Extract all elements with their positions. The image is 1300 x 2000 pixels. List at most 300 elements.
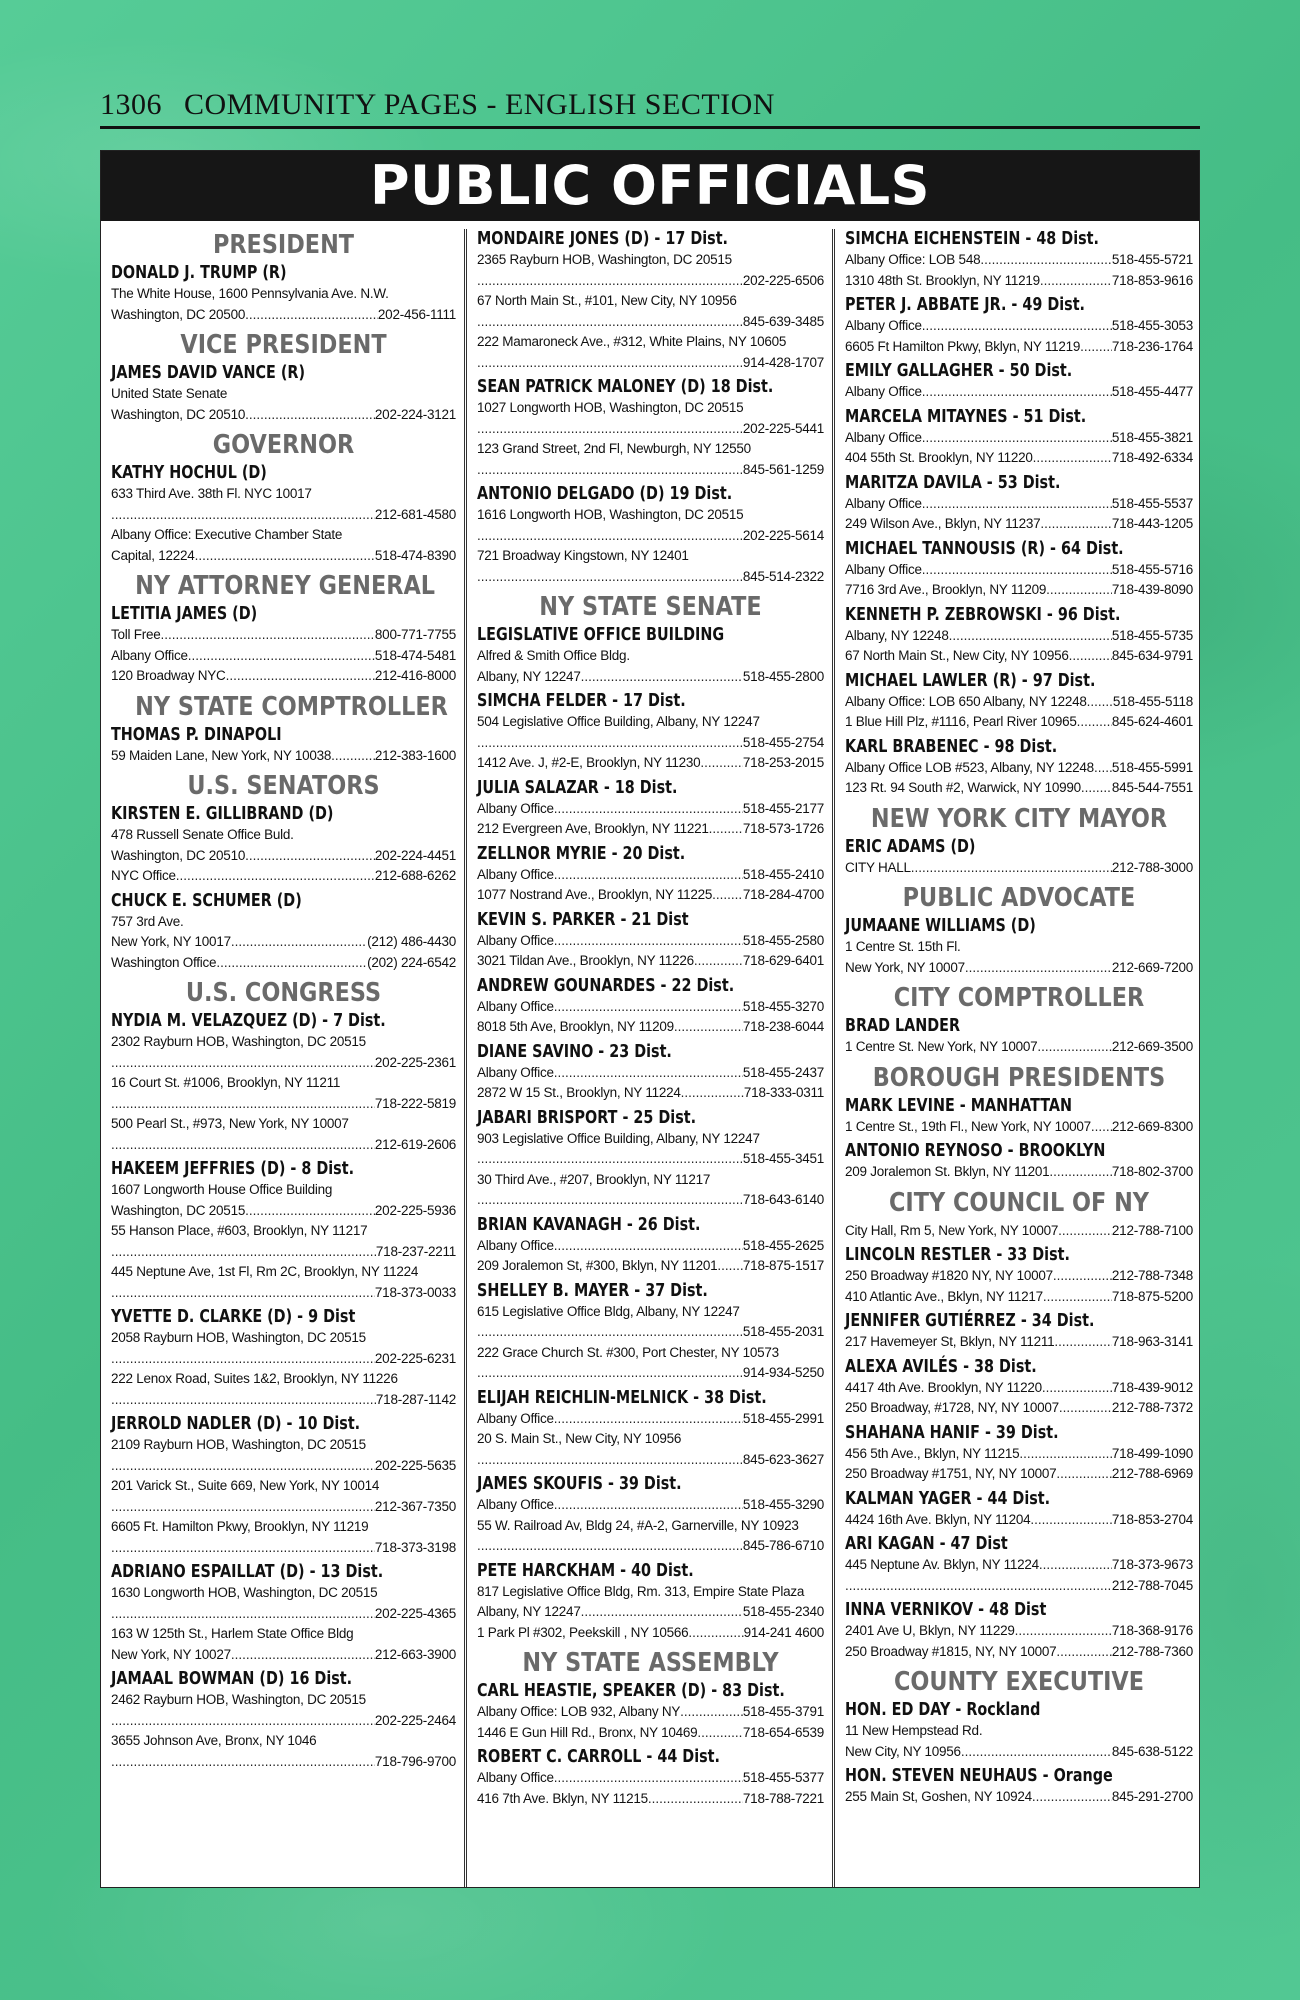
- address-text: 1 Centre St. New York, NY 10007: [845, 1039, 1038, 1054]
- official-entry: [845, 916, 1193, 978]
- contact-line: [111, 1517, 456, 1538]
- address-text: 59 Maiden Lane, New York, NY 10038: [111, 747, 332, 763]
- phone-number: 518-455-5118: [1112, 693, 1193, 709]
- dot-leader: [477, 1149, 743, 1170]
- phone-number: 202-225-2464: [374, 1712, 456, 1728]
- contact-line: [845, 316, 1193, 337]
- official-entry: [845, 1357, 1193, 1419]
- contact-line: [845, 858, 1193, 879]
- contact-line: [111, 825, 456, 846]
- contact-line: [477, 1236, 824, 1257]
- dot-leader: [477, 312, 743, 333]
- section-heading: CITY COUNCIL OF NY: [889, 1187, 1149, 1218]
- address-text: Washington, DC 20500: [111, 306, 246, 322]
- dot-leader: [911, 858, 1112, 879]
- contact-line: [477, 1582, 824, 1603]
- address-text: Albany Office: Executive Chamber State: [111, 527, 343, 542]
- page-number: 1306: [100, 88, 162, 121]
- phone-number: 718-629-6401: [742, 953, 824, 968]
- phone-number: 212-688-6262: [374, 868, 456, 883]
- contact-line: [111, 384, 456, 405]
- address-text: Washington, DC 20515: [111, 1202, 246, 1218]
- address-text: Albany Office: [477, 1410, 554, 1426]
- dot-leader: [331, 746, 375, 767]
- address-text: 1027 Longworth HOB, Washington, DC 20515: [477, 400, 744, 415]
- dot-leader: [477, 1450, 743, 1471]
- official-name: NYDIA M. VELAZQUEZ (D) - 7 Dist.: [111, 1011, 386, 1031]
- contact-line: [111, 525, 456, 546]
- address-text: 2401 Ave U, Bklyn, NY 11229: [845, 1623, 1015, 1638]
- phone-number: 518-455-2754: [742, 734, 824, 750]
- address-text: 209 Joralemon St, #300, Bklyn, NY 11201: [477, 1258, 718, 1273]
- address-text: 817 Legislative Office Bldg, Rm. 313, Empire State Plaza: [477, 1583, 805, 1599]
- contact-line: [111, 505, 456, 526]
- contact-line: [845, 271, 1193, 292]
- contact-line: [477, 885, 824, 906]
- official-entry: [845, 605, 1193, 667]
- phone-number: 718-373-0033: [374, 1284, 456, 1300]
- official-entry: [477, 1561, 824, 1644]
- address-text: 2462 Rayburn HOB, Washington, DC 20515: [111, 1692, 366, 1707]
- official-entry: [845, 737, 1193, 799]
- contact-line: [111, 1435, 456, 1456]
- address-text: Albany Office: [845, 495, 922, 511]
- section-heading: GOVERNOR: [212, 430, 355, 460]
- contact-line: [111, 646, 456, 667]
- contact-line: [111, 305, 456, 326]
- dot-leader: [648, 1789, 743, 1810]
- contact-line: [845, 1266, 1193, 1287]
- dot-leader: [111, 1242, 376, 1263]
- phone-number: 845-291-2700: [1111, 1789, 1193, 1804]
- contact-line: [845, 1510, 1193, 1531]
- section-heading: NY STATE ASSEMBLY: [522, 1648, 779, 1678]
- phone-number: 518-455-2800: [742, 668, 824, 684]
- address-text: 67 North Main St., New City, NY 10956: [845, 648, 1069, 663]
- phone-number: 212-669-8300: [1111, 1118, 1193, 1134]
- phone-number: 518-455-2991: [742, 1410, 824, 1426]
- address-text: 123 Grand Street, 2nd Fl, Newburgh, NY 12550: [477, 441, 751, 456]
- contact-line: [477, 1017, 824, 1038]
- official-name: SIMCHA EICHENSTEIN - 48 Dist.: [845, 229, 1099, 249]
- contact-line: [845, 1162, 1193, 1183]
- section-heading: PUBLIC ADVOCATE: [902, 883, 1136, 913]
- contact-line: [845, 692, 1193, 713]
- dot-leader: [554, 1495, 743, 1516]
- dot-leader: [245, 405, 375, 426]
- official-name: ANTONIO DELGADO (D) 19 Dist.: [477, 484, 733, 504]
- phone-number: 718-796-9700: [374, 1753, 456, 1769]
- contact-line: [111, 1752, 456, 1773]
- dot-leader: [1091, 1117, 1112, 1138]
- address-text: 212 Evergreen Ave, Brooklyn, NY 11221: [477, 821, 709, 836]
- contact-line: [845, 937, 1193, 958]
- official-entry: [477, 1042, 824, 1104]
- official-name: DIANE SAVINO - 23 Dist.: [477, 1041, 672, 1062]
- address-text: 163 W 125th St., Harlem State Office Bldg: [111, 1626, 354, 1641]
- official-entry: [477, 844, 824, 906]
- phone-number: 212-663-3900: [374, 1646, 456, 1662]
- official-name: JAMES DAVID VANCE (R): [111, 363, 306, 383]
- section-heading: NY ATTORNEY GENERAL: [135, 571, 436, 601]
- dot-leader: [1058, 1221, 1112, 1242]
- contact-line: [477, 353, 824, 374]
- address-text: 249 Wilson Ave., Bklyn, NY 11237: [845, 516, 1041, 531]
- official-name: CHUCK E. SCHUMER (D): [111, 890, 302, 911]
- address-text: 1412 Ave. J, #2-E, Brooklyn, NY 11230: [477, 755, 701, 770]
- dot-leader: [245, 1201, 375, 1222]
- address-text: 721 Broadway Kingstown, NY 12401: [477, 548, 689, 563]
- dot-leader: [111, 1283, 375, 1304]
- contact-line: [111, 1262, 456, 1283]
- official-name: THOMAS P. DINAPOLI: [111, 724, 282, 745]
- contact-line: [111, 1538, 456, 1559]
- contact-line: [477, 667, 824, 688]
- contact-line: [111, 284, 456, 305]
- official-name: DONALD J. TRUMP (R): [111, 263, 287, 283]
- dot-leader: [694, 951, 743, 972]
- official-name: JUMAANE WILLIAMS (D): [845, 916, 1036, 936]
- contact-line: [111, 1390, 456, 1411]
- phone-number: 202-225-5441: [742, 420, 824, 436]
- address-text: 55 W. Railroad Av, Bldg 24, #A-2, Garnerville, NY 10923: [477, 1517, 799, 1533]
- contact-line: [477, 1623, 824, 1644]
- official-entry: [477, 691, 824, 774]
- contact-line: [477, 546, 824, 567]
- contact-line: [111, 666, 456, 687]
- dot-leader: [477, 1363, 743, 1384]
- section-heading: BOROUGH PRESIDENTS: [872, 1062, 1166, 1093]
- directory-panel: [100, 150, 1200, 1888]
- official-entry: [477, 1474, 824, 1557]
- dot-leader: [581, 1602, 743, 1623]
- dot-leader: [680, 1702, 743, 1723]
- dot-leader: [111, 1390, 376, 1411]
- address-text: 255 Main St, Goshen, NY 10924: [845, 1789, 1032, 1804]
- contact-line: [845, 1444, 1193, 1465]
- dot-leader: [700, 753, 743, 774]
- official-name: JERROLD NADLER (D) - 10 Dist.: [111, 1414, 361, 1434]
- contact-line: [111, 1690, 456, 1711]
- address-text: Albany Office: [477, 1064, 554, 1080]
- phone-number: 718-654-6539: [742, 1724, 824, 1740]
- phone-number: 718-333-0311: [743, 1085, 824, 1100]
- official-entry: [477, 778, 824, 840]
- contact-line: [111, 1624, 456, 1645]
- address-text: Albany Office: [477, 1497, 554, 1512]
- official-entry: [845, 1766, 1193, 1808]
- address-text: 11 New Hempstead Rd.: [845, 1723, 983, 1738]
- contact-line: [845, 1378, 1193, 1399]
- phone-number: 518-455-2437: [742, 1064, 824, 1080]
- dot-leader: [1069, 646, 1112, 667]
- contact-line: [111, 1242, 456, 1263]
- address-text: 8018 5th Ave, Brooklyn, NY 11209: [477, 1019, 674, 1034]
- address-text: 404 55th St. Brooklyn, NY 11220: [845, 450, 1033, 465]
- phone-number: (212) 486-4430: [367, 934, 456, 949]
- phone-number: 202-224-3121: [374, 406, 456, 422]
- dot-leader: [980, 250, 1112, 271]
- dot-leader: [1053, 1266, 1112, 1287]
- dot-leader: [688, 1623, 743, 1644]
- dot-leader: [188, 646, 375, 667]
- phone-number: 518-455-2410: [742, 866, 824, 882]
- contact-line: [845, 1555, 1193, 1576]
- official-name: KIRSTEN E. GILLIBRAND (D): [111, 804, 334, 824]
- dot-leader: [965, 958, 1112, 979]
- phone-number: 718-492-6334: [1111, 450, 1193, 465]
- address-text: Washington Office: [111, 954, 217, 970]
- phone-number: 718-284-4700: [742, 887, 824, 902]
- contact-line: [477, 1702, 824, 1723]
- address-text: Alfred & Smith Office Bldg.: [477, 648, 630, 663]
- official-entry: [477, 484, 824, 587]
- contact-line: [477, 865, 824, 886]
- official-entry: [845, 1096, 1193, 1138]
- official-entry: [477, 1681, 824, 1743]
- contact-line: [111, 932, 456, 953]
- official-name: KATHY HOCHUL (D): [111, 463, 267, 483]
- dot-leader: [231, 1645, 375, 1666]
- official-entry: [111, 463, 456, 566]
- official-name: JAMES SKOUFIS - 39 Dist.: [477, 1474, 682, 1494]
- phone-number: 718-853-9616: [1111, 272, 1193, 288]
- address-text: 757 3rd Ave.: [111, 913, 184, 929]
- phone-number: 718-573-1726: [742, 821, 824, 836]
- official-entry: [845, 361, 1193, 403]
- official-entry: [111, 1159, 456, 1303]
- address-text: 500 Pearl St., #973, New York, NY 10007: [111, 1116, 349, 1131]
- contact-line: [111, 1604, 456, 1625]
- contact-line: [477, 1149, 824, 1170]
- address-text: 416 7th Ave. Bklyn, NY 11215: [477, 1790, 648, 1806]
- address-text: 209 Joralemon St. Bklyn, NY 11201: [845, 1164, 1050, 1179]
- official-entry: [845, 539, 1193, 601]
- official-name: JENNIFER GUTIÉRREZ - 34 Dist.: [845, 1311, 1095, 1331]
- contact-line: [845, 758, 1193, 779]
- contact-line: [111, 1349, 456, 1370]
- contact-line: [845, 646, 1193, 667]
- official-name: KARL BRABENEC - 98 Dist.: [845, 736, 1058, 757]
- address-text: Albany Office: [111, 647, 188, 663]
- phone-number: 718-373-3198: [374, 1539, 456, 1555]
- contact-line: [845, 778, 1193, 799]
- contact-line: [845, 1576, 1193, 1597]
- contact-line: [111, 1476, 456, 1497]
- phone-number: 518-455-5721: [1111, 252, 1193, 267]
- official-name: SEAN PATRICK MALONEY (D) 18 Dist.: [477, 377, 774, 397]
- address-text: 2109 Rayburn HOB, Washington, DC 20515: [111, 1437, 366, 1452]
- phone-number: 914-241 4600: [743, 1624, 824, 1640]
- contact-line: [477, 567, 824, 588]
- address-text: Albany Office: [477, 998, 554, 1014]
- address-text: 478 Russell Senate Office Buld.: [111, 827, 294, 842]
- contact-line: [477, 819, 824, 840]
- phone-number: 914-428-1707: [742, 354, 824, 370]
- phone-number: 212-788-7100: [1111, 1222, 1193, 1238]
- contact-line: [111, 1583, 456, 1604]
- contact-line: [477, 1723, 824, 1744]
- official-name: EMILY GALLAGHER - 50 Dist.: [845, 361, 1073, 381]
- contact-line: [477, 291, 824, 312]
- contact-line: [111, 405, 456, 426]
- address-text: 633 Third Ave. 38th Fl. NYC 10017: [111, 486, 312, 501]
- official-entry: [111, 263, 456, 325]
- contact-line: [845, 250, 1193, 271]
- phone-number: 845-638-5122: [1111, 1743, 1193, 1759]
- official-entry: [845, 1141, 1193, 1183]
- phone-number: 845-634-9791: [1111, 648, 1193, 663]
- phone-number: 202-225-5936: [374, 1202, 456, 1218]
- phone-number: 212-383-1600: [374, 747, 456, 763]
- dot-leader: [1042, 1378, 1112, 1399]
- dot-leader: [111, 1538, 375, 1559]
- contact-line: [111, 1053, 456, 1074]
- address-text: 456 5th Ave., Bklyn, NY 11215: [845, 1445, 1020, 1461]
- phone-number: 212-788-7372: [1111, 1400, 1193, 1415]
- dot-leader: [554, 865, 743, 886]
- section-heading: COUNTY EXECUTIVE: [893, 1667, 1145, 1697]
- address-text: 7716 3rd Ave., Brooklyn, NY 11209: [845, 582, 1047, 597]
- official-name: MARCELA MITAYNES - 51 Dist.: [845, 406, 1087, 427]
- dot-leader: [1015, 1621, 1112, 1642]
- contact-line: [845, 1787, 1193, 1808]
- address-text: Albany Office: [477, 800, 554, 816]
- dot-leader: [922, 382, 1112, 403]
- contact-line: [845, 1037, 1193, 1058]
- phone-number: 518-455-3290: [742, 1497, 824, 1512]
- official-entry: [845, 229, 1193, 291]
- address-text: Albany Office: [477, 866, 554, 882]
- dot-leader: [216, 953, 367, 974]
- official-name: BRAD LANDER: [845, 1016, 961, 1036]
- address-text: NYC Office: [111, 868, 176, 883]
- phone-number: 845-514-2322: [742, 568, 824, 584]
- official-entry: [111, 1669, 456, 1772]
- contact-line: [477, 398, 824, 419]
- contact-line: [111, 1135, 456, 1156]
- address-text: 4424 16th Ave. Bklyn, NY 11204: [845, 1511, 1031, 1527]
- address-text: 222 Grace Church St. #300, Port Chester, NY 10573: [477, 1344, 779, 1360]
- dot-leader: [554, 1236, 743, 1257]
- contact-line: [111, 1645, 456, 1666]
- official-name: MICHAEL TANNOUSIS (R) - 64 Dist.: [845, 538, 1124, 559]
- section-heading: CITY COMPTROLLER: [893, 983, 1145, 1013]
- phone-number: 845-623-3627: [742, 1451, 824, 1467]
- contact-line: [111, 1369, 456, 1390]
- address-text: 222 Mamaroneck Ave., #312, White Plains, NY 10605: [477, 334, 787, 349]
- dot-leader: [1033, 448, 1112, 469]
- dot-leader: [922, 494, 1112, 515]
- address-text: 120 Broadway NYC: [111, 668, 226, 683]
- contact-line: [845, 560, 1193, 581]
- official-name: ANDREW GOUNARDES - 22 Dist.: [477, 975, 735, 996]
- column-2: [464, 229, 832, 1887]
- dot-leader: [554, 1768, 743, 1789]
- contact-line: [845, 1287, 1193, 1308]
- dot-leader: [581, 667, 743, 688]
- official-name: ADRIANO ESPAILLAT (D) - 13 Dist.: [111, 1562, 384, 1582]
- dot-leader: [554, 1063, 743, 1084]
- phone-number: 518-455-3053: [1111, 318, 1193, 333]
- official-entry: [845, 407, 1193, 469]
- address-text: 250 Broadway #1820 NY, NY 10007: [845, 1268, 1053, 1283]
- contact-line: [845, 1398, 1193, 1419]
- dot-leader: [111, 1053, 375, 1074]
- phone-number: 518-455-2177: [742, 800, 824, 816]
- dot-leader: [111, 505, 375, 526]
- phone-number: 800-771-7755: [374, 627, 456, 642]
- dot-leader: [111, 1349, 375, 1370]
- official-name: MARITZA DAVILA - 53 Dist.: [845, 472, 1061, 493]
- dot-leader: [1040, 271, 1112, 292]
- contact-line: [477, 712, 824, 733]
- contact-line: [111, 866, 456, 887]
- official-name: SIMCHA FELDER - 17 Dist.: [477, 691, 686, 711]
- section-heading: NEW YORK CITY MAYOR: [870, 803, 1168, 834]
- phone-number: 718-287-1142: [375, 1391, 456, 1407]
- address-text: Albany Office: [477, 1237, 554, 1253]
- address-text: 1077 Nostrand Ave., Brooklyn, NY 11225: [477, 887, 713, 902]
- section-title: COMMUNITY PAGES - ENGLISH SECTION: [184, 88, 775, 121]
- address-text: Albany Office: [845, 561, 922, 577]
- address-text: 1446 E Gun Hill Rd., Bronx, NY 10469: [477, 1724, 698, 1740]
- phone-number: 518-455-2580: [742, 932, 824, 948]
- official-entry: [845, 837, 1193, 879]
- contact-line: [477, 733, 824, 754]
- dot-leader: [1056, 1642, 1112, 1663]
- address-text: 222 Lenox Road, Suites 1&2, Brooklyn, NY 11226: [111, 1371, 398, 1386]
- dot-leader: [477, 1322, 743, 1343]
- phone-number: 718-368-9176: [1111, 1623, 1193, 1638]
- contact-line: [477, 1768, 824, 1789]
- dot-leader: [922, 428, 1112, 449]
- column-1: [101, 229, 464, 1887]
- phone-number: 202-225-5635: [374, 1457, 456, 1473]
- dot-leader: [477, 353, 743, 374]
- address-text: 1 Centre St. 15th Fl.: [845, 939, 961, 954]
- phone-number: 718-875-1517: [742, 1258, 824, 1273]
- contact-line: [845, 494, 1193, 515]
- dot-leader: [949, 626, 1112, 647]
- official-entry: [845, 1423, 1193, 1485]
- address-text: 2058 Rayburn HOB, Washington, DC 20515: [111, 1330, 366, 1345]
- address-text: 445 Neptune Av. Bklyn, NY 11224: [845, 1557, 1039, 1572]
- contact-line: [477, 439, 824, 460]
- official-name: ROBERT C. CARROLL - 44 Dist.: [477, 1747, 720, 1767]
- phone-number: 212-681-4580: [374, 506, 456, 522]
- address-text: 16 Court St. #1006, Brooklyn, NY 11211: [111, 1075, 341, 1090]
- phone-number: 518-474-8390: [374, 547, 456, 563]
- official-name: KENNETH P. ZEBROWSKI - 96 Dist.: [845, 604, 1121, 625]
- phone-number: 518-474-5481: [374, 647, 456, 663]
- dot-leader: [111, 1456, 375, 1477]
- dot-leader: [1046, 580, 1112, 601]
- contact-line: [111, 746, 456, 767]
- address-text: 3655 Johnson Ave, Bronx, NY 1046: [111, 1733, 317, 1748]
- address-text: 55 Hanson Place, #603, Brooklyn, NY 11217: [111, 1223, 368, 1238]
- official-entry: [845, 1221, 1193, 1242]
- phone-number: 718-802-3700: [1111, 1164, 1193, 1179]
- phone-number: 718-373-9673: [1111, 1557, 1193, 1572]
- dot-leader: [111, 1711, 375, 1732]
- phone-number: 212-416-8000: [374, 668, 456, 683]
- contact-line: [111, 1094, 456, 1115]
- official-name: SHAHANA HANIF - 39 Dist.: [845, 1422, 1059, 1443]
- contact-line: [845, 1621, 1193, 1642]
- address-text: 504 Legislative Office Building, Albany, NY 12247: [477, 714, 760, 729]
- address-text: 217 Havemeyer St, Bklyn, NY 11211: [845, 1334, 1055, 1349]
